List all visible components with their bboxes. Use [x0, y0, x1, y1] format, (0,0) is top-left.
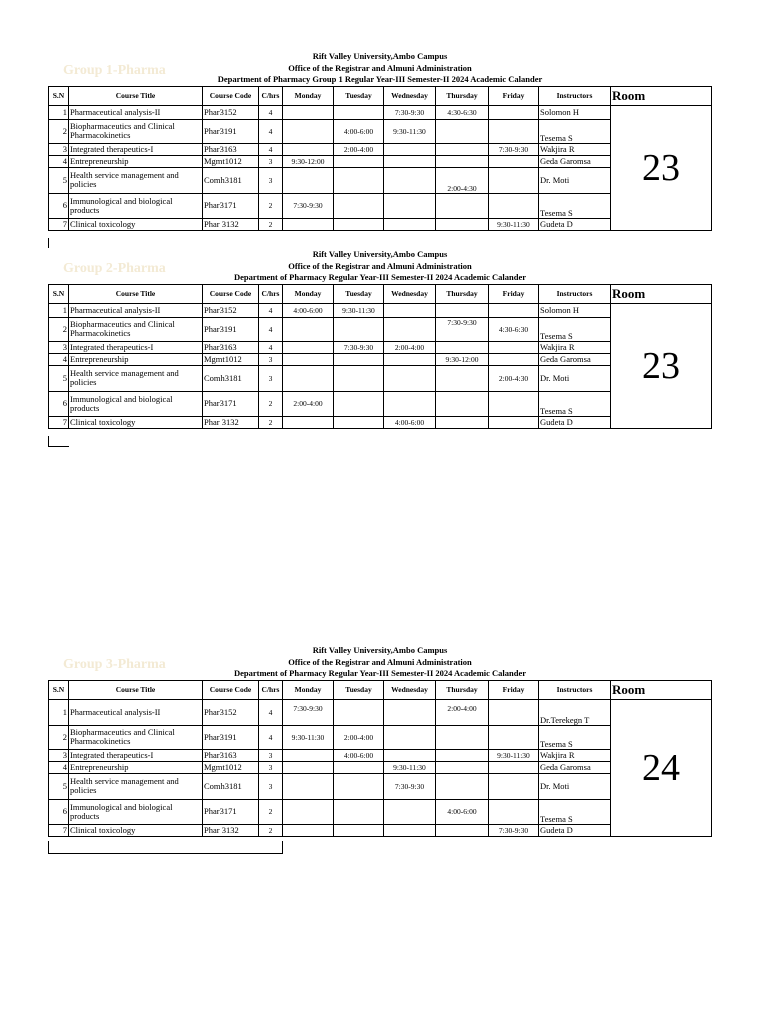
university-title: Rift Valley University,Ambo Campus — [312, 51, 448, 61]
row-chrs: 3 — [259, 749, 283, 761]
row-friday — [489, 105, 539, 119]
row-monday: 4:00-6:00 — [283, 303, 334, 317]
col-wednesday: Wednesday — [384, 680, 436, 699]
row-chrs: 2 — [259, 824, 283, 836]
row-wednesday — [384, 353, 436, 365]
row-thursday — [436, 365, 489, 391]
row-title: Immunological and biological products — [69, 799, 203, 824]
row-thursday: 4:00-6:00 — [436, 799, 489, 824]
row-instructor: Wakjira R — [539, 341, 611, 353]
row-title: Health service management and policies — [69, 167, 203, 193]
schedule-table — [48, 284, 712, 429]
row-wednesday: 4:00-6:00 — [384, 416, 436, 428]
row-chrs: 4 — [259, 341, 283, 353]
col-course-code: Course Code — [203, 284, 259, 303]
row-wednesday — [384, 193, 436, 218]
row-sn: 5 — [49, 167, 69, 193]
col-course-title: Course Title — [69, 284, 203, 303]
row-wednesday — [384, 725, 436, 749]
row-instructor: Gudeta D — [539, 416, 611, 428]
row-code: Phar3163 — [203, 341, 259, 353]
col-chrs: C/hrs — [259, 680, 283, 699]
row-instructor: Tesema S — [539, 317, 611, 341]
row-instructor: Tesema S — [539, 799, 611, 824]
row-monday — [283, 143, 334, 155]
table-tail-line — [48, 238, 49, 248]
row-title: Clinical toxicology — [69, 824, 203, 836]
row-chrs: 2 — [259, 391, 283, 416]
row-thursday — [436, 725, 489, 749]
row-monday — [283, 799, 334, 824]
row-chrs: 4 — [259, 143, 283, 155]
row-chrs: 4 — [259, 699, 283, 725]
row-sn: 2 — [49, 725, 69, 749]
row-instructor: Wakjira R — [539, 143, 611, 155]
row-chrs: 2 — [259, 416, 283, 428]
row-instructor: Solomon H — [539, 105, 611, 119]
row-monday — [283, 761, 334, 773]
row-instructor: Gudeta D — [539, 824, 611, 836]
row-title: Biopharmaceutics and Clinical Pharmacokinetics — [69, 119, 203, 143]
row-sn: 3 — [49, 143, 69, 155]
row-sn: 7 — [49, 824, 69, 836]
col-chrs: C/hrs — [259, 86, 283, 105]
col-sn: S.N — [49, 680, 69, 699]
schedule-block-group-3 — [48, 645, 712, 837]
row-tuesday — [334, 773, 384, 799]
col-friday: Friday — [489, 86, 539, 105]
row-instructor: Gudeta D — [539, 218, 611, 230]
row-instructor: Tesema S — [539, 119, 611, 143]
row-chrs: 3 — [259, 353, 283, 365]
schedule-block-group-1 — [48, 51, 712, 231]
row-tuesday: 9:30-11:30 — [334, 303, 384, 317]
schedule-block-group-2 — [48, 249, 712, 429]
row-monday — [283, 353, 334, 365]
row-title: Biopharmaceutics and Clinical Pharmacokinetics — [69, 317, 203, 341]
col-room: Room — [611, 680, 712, 699]
row-chrs: 3 — [259, 167, 283, 193]
row-tuesday — [334, 391, 384, 416]
row-sn: 1 — [49, 303, 69, 317]
row-wednesday — [384, 167, 436, 193]
row-chrs: 4 — [259, 105, 283, 119]
row-code: Comh3181 — [203, 773, 259, 799]
row-thursday — [436, 303, 489, 317]
row-wednesday — [384, 155, 436, 167]
row-wednesday — [384, 699, 436, 725]
row-friday — [489, 391, 539, 416]
row-friday — [489, 119, 539, 143]
row-title: Integrated therapeutics-I — [69, 143, 203, 155]
department-line: Department of Pharmacy Regular Year-III Semester-II 2024 Academic Calander — [233, 668, 527, 678]
header-row — [49, 680, 712, 699]
row-instructor: Dr.Terekegn T — [539, 699, 611, 725]
row-code: Phar 3132 — [203, 824, 259, 836]
office-title: Office of the Registrar and Almuni Administration — [288, 656, 472, 667]
row-sn: 1 — [49, 699, 69, 725]
row-thursday — [436, 391, 489, 416]
col-course-title: Course Title — [69, 680, 203, 699]
row-monday: 9:30-12:00 — [283, 155, 334, 167]
row-tuesday — [334, 353, 384, 365]
col-thursday: Thursday — [436, 680, 489, 699]
row-tuesday: 7:30-9:30 — [334, 341, 384, 353]
university-title: Rift Valley University,Ambo Campus — [312, 249, 448, 259]
row-tuesday — [334, 155, 384, 167]
group-watermark: Group 2-Pharma — [63, 261, 166, 276]
row-thursday — [436, 761, 489, 773]
row-wednesday — [384, 365, 436, 391]
col-sn: S.N — [49, 284, 69, 303]
row-instructor: Geda Garomsa — [539, 761, 611, 773]
col-course-code: Course Code — [203, 86, 259, 105]
col-chrs: C/hrs — [259, 284, 283, 303]
row-tuesday: 4:00-6:00 — [334, 119, 384, 143]
row-code: Phar3163 — [203, 143, 259, 155]
col-monday: Monday — [283, 284, 334, 303]
col-instructors: Instructors — [539, 86, 611, 105]
row-instructor: Tesema S — [539, 391, 611, 416]
schedule-header — [48, 249, 712, 284]
col-instructors: Instructors — [539, 284, 611, 303]
row-chrs: 3 — [259, 773, 283, 799]
row-sn: 4 — [49, 353, 69, 365]
row-title: Clinical toxicology — [69, 416, 203, 428]
row-thursday — [436, 749, 489, 761]
row-sn: 2 — [49, 119, 69, 143]
row-tuesday — [334, 799, 384, 824]
col-course-code: Course Code — [203, 680, 259, 699]
schedule-table — [48, 680, 712, 837]
row-thursday: 7:30-9:30 — [436, 317, 489, 341]
row-wednesday: 9:30-11:30 — [384, 761, 436, 773]
row-friday — [489, 341, 539, 353]
row-monday — [283, 317, 334, 341]
row-tuesday — [334, 218, 384, 230]
row-sn: 4 — [49, 155, 69, 167]
row-tuesday: 2:00-4:00 — [334, 725, 384, 749]
row-code: Phar3171 — [203, 391, 259, 416]
row-tuesday — [334, 416, 384, 428]
row-thursday — [436, 143, 489, 155]
row-thursday — [436, 773, 489, 799]
department-line: Department of Pharmacy Group 1 Regular Year-III Semester-II 2024 Academic Calander — [217, 74, 543, 84]
table-tail-line — [48, 436, 69, 447]
row-friday — [489, 725, 539, 749]
row-tuesday — [334, 824, 384, 836]
row-tuesday — [334, 699, 384, 725]
row-monday — [283, 416, 334, 428]
row-code: Phar3152 — [203, 303, 259, 317]
row-title: Clinical toxicology — [69, 218, 203, 230]
row-monday: 7:30-9:30 — [283, 699, 334, 725]
row-monday — [283, 749, 334, 761]
row-chrs: 2 — [259, 218, 283, 230]
schedule-header — [48, 51, 712, 86]
row-monday — [283, 341, 334, 353]
row-friday — [489, 303, 539, 317]
row-sn: 4 — [49, 761, 69, 773]
row-title: Health service management and policies — [69, 773, 203, 799]
row-thursday — [436, 193, 489, 218]
row-wednesday: 2:00-4:00 — [384, 341, 436, 353]
row-title: Pharmaceutical analysis-II — [69, 303, 203, 317]
row-title: Pharmaceutical analysis-II — [69, 105, 203, 119]
row-wednesday: 7:30-9:30 — [384, 105, 436, 119]
row-title: Health service management and policies — [69, 365, 203, 391]
office-title: Office of the Registrar and Almuni Administration — [288, 62, 472, 73]
room-number: 24 — [611, 699, 712, 836]
row-chrs: 3 — [259, 761, 283, 773]
row-monday — [283, 119, 334, 143]
row-friday — [489, 699, 539, 725]
header-row — [49, 284, 712, 303]
col-sn: S.N — [49, 86, 69, 105]
row-tuesday: 4:00-6:00 — [334, 749, 384, 761]
row-code: Phar3171 — [203, 799, 259, 824]
row-chrs: 4 — [259, 317, 283, 341]
row-tuesday — [334, 167, 384, 193]
row-chrs: 2 — [259, 799, 283, 824]
row-friday: 9:30-11:30 — [489, 218, 539, 230]
row-instructor: Wakjira R — [539, 749, 611, 761]
row-friday — [489, 761, 539, 773]
table-row — [49, 303, 712, 317]
row-friday — [489, 167, 539, 193]
row-instructor: Dr. Moti — [539, 167, 611, 193]
row-wednesday — [384, 799, 436, 824]
row-wednesday: 7:30-9:30 — [384, 773, 436, 799]
row-thursday: 9:30-12:00 — [436, 353, 489, 365]
row-friday: 7:30-9:30 — [489, 824, 539, 836]
row-monday: 2:00-4:00 — [283, 391, 334, 416]
header-row — [49, 86, 712, 105]
table-row — [49, 105, 712, 119]
row-instructor: Tesema S — [539, 725, 611, 749]
university-title: Rift Valley University,Ambo Campus — [312, 645, 448, 655]
col-friday: Friday — [489, 284, 539, 303]
col-thursday: Thursday — [436, 284, 489, 303]
row-sn: 1 — [49, 105, 69, 119]
row-chrs: 4 — [259, 303, 283, 317]
row-wednesday — [384, 749, 436, 761]
row-sn: 5 — [49, 365, 69, 391]
row-code: Phar3152 — [203, 105, 259, 119]
col-instructors: Instructors — [539, 680, 611, 699]
col-wednesday: Wednesday — [384, 284, 436, 303]
row-sn: 7 — [49, 218, 69, 230]
row-sn: 5 — [49, 773, 69, 799]
row-monday — [283, 105, 334, 119]
row-sn: 7 — [49, 416, 69, 428]
col-tuesday: Tuesday — [334, 86, 384, 105]
row-chrs: 3 — [259, 365, 283, 391]
row-wednesday — [384, 303, 436, 317]
row-code: Phar3191 — [203, 119, 259, 143]
row-code: Mgmt1012 — [203, 761, 259, 773]
row-chrs: 4 — [259, 725, 283, 749]
row-wednesday — [384, 824, 436, 836]
row-title: Entrepreneurship — [69, 155, 203, 167]
row-code: Phar 3132 — [203, 218, 259, 230]
row-friday — [489, 416, 539, 428]
row-monday: 9:30-11:30 — [283, 725, 334, 749]
row-sn: 3 — [49, 341, 69, 353]
row-friday — [489, 773, 539, 799]
row-friday: 9:30-11:30 — [489, 749, 539, 761]
row-code: Mgmt1012 — [203, 155, 259, 167]
office-title: Office of the Registrar and Almuni Administration — [288, 260, 472, 271]
col-room: Room — [611, 86, 712, 105]
row-chrs: 2 — [259, 193, 283, 218]
row-instructor: Geda Garomsa — [539, 353, 611, 365]
row-wednesday — [384, 218, 436, 230]
row-thursday: 2:00-4:00 — [436, 699, 489, 725]
row-monday — [283, 773, 334, 799]
row-sn: 6 — [49, 193, 69, 218]
row-code: Phar3152 — [203, 699, 259, 725]
col-room: Room — [611, 284, 712, 303]
schedule-header — [48, 645, 712, 680]
row-title: Immunological and biological products — [69, 193, 203, 218]
row-title: Integrated therapeutics-I — [69, 341, 203, 353]
row-tuesday: 2:00-4:00 — [334, 143, 384, 155]
row-friday — [489, 353, 539, 365]
row-tuesday — [334, 761, 384, 773]
row-friday — [489, 799, 539, 824]
row-tuesday — [334, 317, 384, 341]
row-title: Integrated therapeutics-I — [69, 749, 203, 761]
row-title: Entrepreneurship — [69, 761, 203, 773]
row-code: Phar3163 — [203, 749, 259, 761]
row-code: Mgmt1012 — [203, 353, 259, 365]
col-wednesday: Wednesday — [384, 86, 436, 105]
row-friday: 7:30-9:30 — [489, 143, 539, 155]
row-code: Comh3181 — [203, 167, 259, 193]
row-tuesday — [334, 193, 384, 218]
col-tuesday: Tuesday — [334, 284, 384, 303]
row-sn: 6 — [49, 391, 69, 416]
row-monday — [283, 167, 334, 193]
row-wednesday — [384, 143, 436, 155]
row-instructor: Geda Garomsa — [539, 155, 611, 167]
row-sn: 3 — [49, 749, 69, 761]
row-instructor: Dr. Moti — [539, 365, 611, 391]
row-wednesday — [384, 317, 436, 341]
row-thursday — [436, 218, 489, 230]
row-title: Entrepreneurship — [69, 353, 203, 365]
row-code: Phar3171 — [203, 193, 259, 218]
row-title: Biopharmaceutics and Clinical Pharmacokinetics — [69, 725, 203, 749]
group-watermark: Group 1-Pharma — [63, 63, 166, 78]
row-thursday — [436, 416, 489, 428]
row-tuesday — [334, 365, 384, 391]
room-number: 23 — [611, 105, 712, 230]
row-friday — [489, 155, 539, 167]
row-thursday: 2:00-4:30 — [436, 167, 489, 193]
row-thursday — [436, 341, 489, 353]
row-monday — [283, 824, 334, 836]
row-friday: 4:30-6:30 — [489, 317, 539, 341]
row-instructor: Dr. Moti — [539, 773, 611, 799]
row-monday — [283, 218, 334, 230]
col-monday: Monday — [283, 86, 334, 105]
row-monday: 7:30-9:30 — [283, 193, 334, 218]
row-friday — [489, 193, 539, 218]
row-chrs: 3 — [259, 155, 283, 167]
table-row — [49, 699, 712, 725]
row-code: Phar3191 — [203, 317, 259, 341]
row-code: Comh3181 — [203, 365, 259, 391]
col-monday: Monday — [283, 680, 334, 699]
row-tuesday — [334, 105, 384, 119]
row-code: Phar3191 — [203, 725, 259, 749]
col-friday: Friday — [489, 680, 539, 699]
row-sn: 6 — [49, 799, 69, 824]
col-tuesday: Tuesday — [334, 680, 384, 699]
department-line: Department of Pharmacy Regular Year-III Semester-II 2024 Academic Calander — [233, 272, 527, 282]
row-thursday: 4:30-6:30 — [436, 105, 489, 119]
schedule-table — [48, 86, 712, 231]
row-chrs: 4 — [259, 119, 283, 143]
group-watermark: Group 3-Pharma — [63, 657, 166, 672]
row-wednesday: 9:30-11:30 — [384, 119, 436, 143]
row-title: Pharmaceutical analysis-II — [69, 699, 203, 725]
row-friday: 2:00-4:30 — [489, 365, 539, 391]
row-code: Phar 3132 — [203, 416, 259, 428]
row-thursday — [436, 155, 489, 167]
room-number: 23 — [611, 303, 712, 428]
row-wednesday — [384, 391, 436, 416]
col-course-title: Course Title — [69, 86, 203, 105]
col-thursday: Thursday — [436, 86, 489, 105]
row-thursday — [436, 824, 489, 836]
row-thursday — [436, 119, 489, 143]
row-instructor: Solomon H — [539, 303, 611, 317]
row-sn: 2 — [49, 317, 69, 341]
table-tail-box — [48, 841, 283, 854]
row-title: Immunological and biological products — [69, 391, 203, 416]
row-instructor: Tesema S — [539, 193, 611, 218]
row-monday — [283, 365, 334, 391]
